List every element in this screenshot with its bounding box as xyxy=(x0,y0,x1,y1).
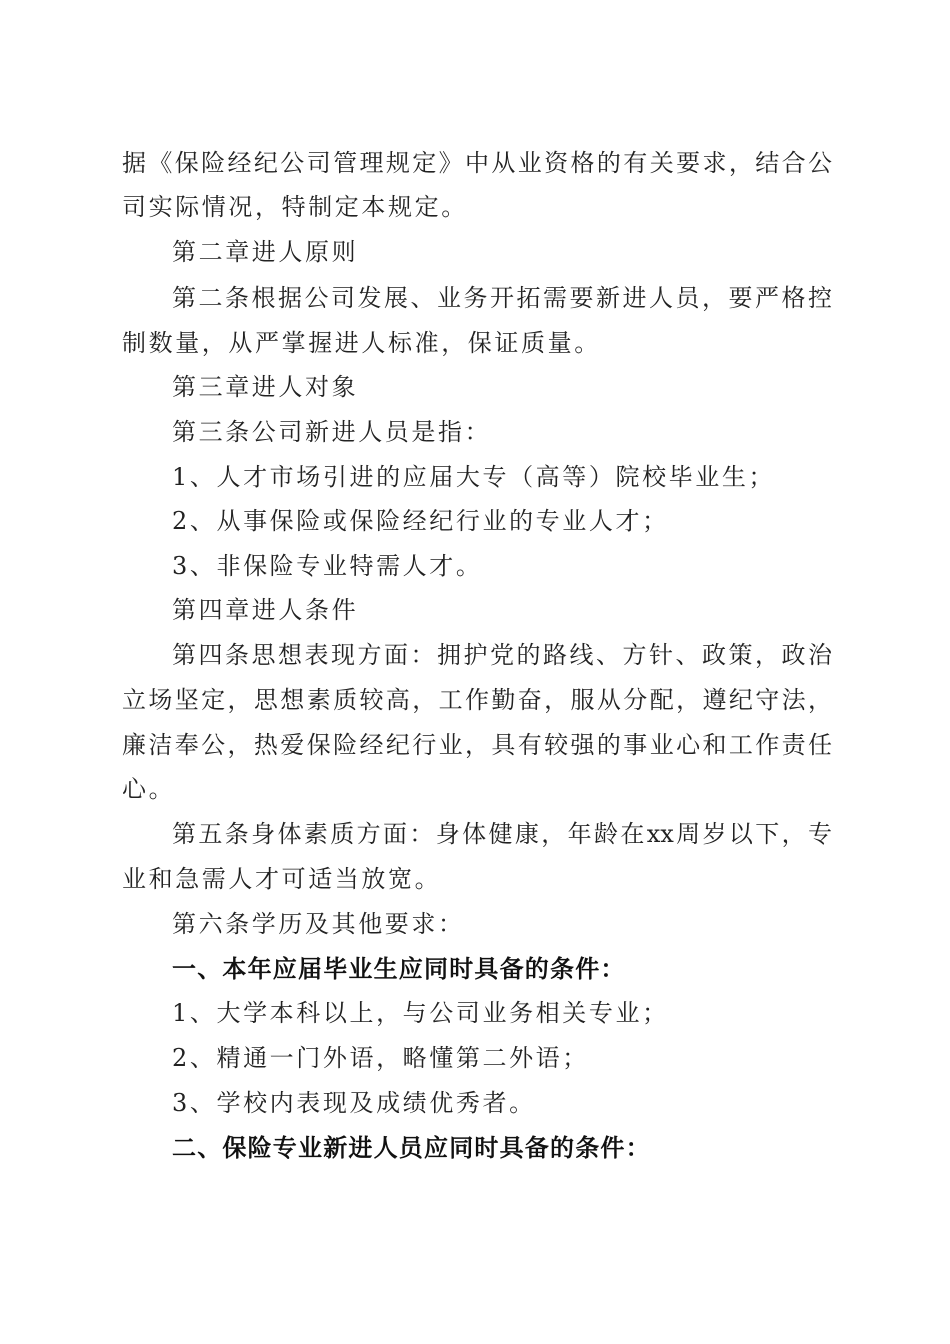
paragraph-line: 据《保险经纪公司管理规定》中从业资格的有关要求，结合公 xyxy=(122,149,832,177)
list-item: 2、精通一门外语，略懂第二外语； xyxy=(172,1044,589,1072)
list-item: 3、学校内表现及成绩优秀者。 xyxy=(172,1089,536,1117)
chapter-heading: 第二章进人原则 xyxy=(172,238,359,266)
paragraph-line: 立场坚定，思想素质较高，工作勤奋，服从分配，遵纪守法， xyxy=(122,686,832,714)
article-line: 第三条公司新进人员是指： xyxy=(172,418,492,446)
paragraph-line: 心。 xyxy=(122,775,176,803)
paragraph-line: 第四条思想表现方面：拥护党的路线、方针、政策，政治 xyxy=(172,641,832,669)
paragraph-line: 廉洁奉公，热爱保险经纪行业，具有较强的事业心和工作责任 xyxy=(122,731,832,759)
paragraph-line: 司实际情况，特制定本规定。 xyxy=(122,193,468,221)
chapter-heading: 第三章进人对象 xyxy=(172,373,359,401)
paragraph-line: 第五条身体素质方面：身体健康，年龄在xx周岁以下，专 xyxy=(172,820,832,848)
paragraph-line: 业和急需人才可适当放宽。 xyxy=(122,865,442,893)
paragraph-line: 制数量，从严掌握进人标准，保证质量。 xyxy=(122,329,601,357)
section-heading: 二、保险专业新进人员应同时具备的条件： xyxy=(172,1134,651,1162)
list-item: 3、非保险专业特需人才。 xyxy=(172,552,483,580)
article-line: 第六条学历及其他要求： xyxy=(172,910,465,938)
list-item: 1、人才市场引进的应届大专（高等）院校毕业生； xyxy=(172,463,776,491)
list-item: 2、从事保险或保险经纪行业的专业人才； xyxy=(172,507,669,535)
list-item: 1、大学本科以上，与公司业务相关专业； xyxy=(172,999,669,1027)
section-heading: 一、本年应届毕业生应同时具备的条件： xyxy=(172,955,626,983)
chapter-heading: 第四章进人条件 xyxy=(172,596,359,624)
paragraph-line: 第二条根据公司发展、业务开拓需要新进人员，要严格控 xyxy=(172,284,832,312)
